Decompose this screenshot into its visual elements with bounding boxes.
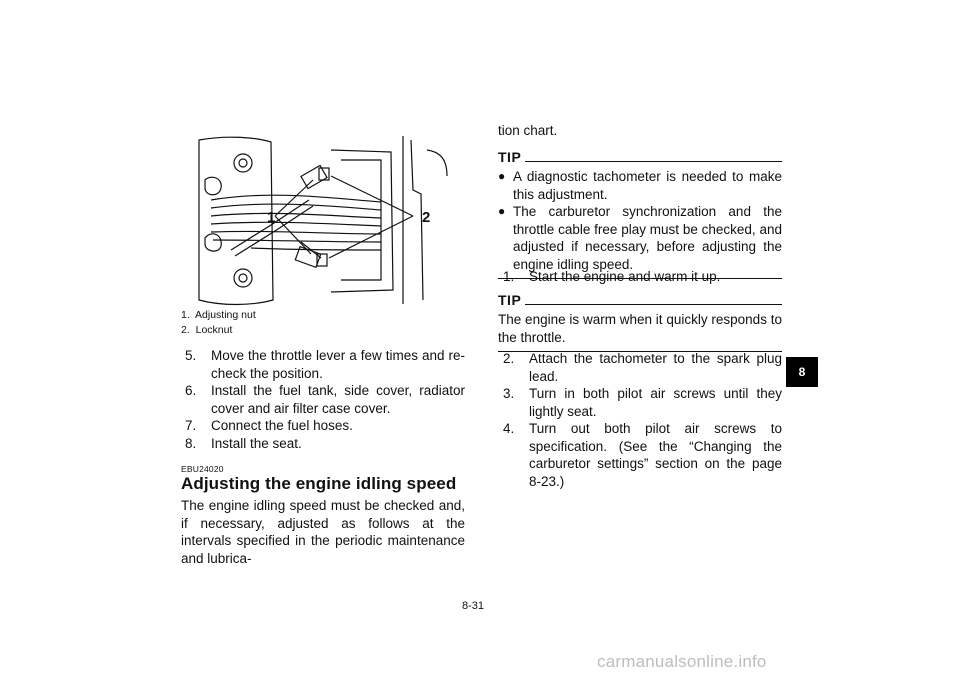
- continued-text: tion chart.: [498, 123, 558, 138]
- caption-1: 1. Adjusting nut: [181, 309, 256, 321]
- section-code: EBU24020: [181, 464, 224, 474]
- step-1: 1. Start the engine and warm it up.: [503, 269, 721, 284]
- tip-box-1: [498, 149, 782, 279]
- tip-1-bullet-2: ● The carburetor synchronization and the throttle cable free play must be checked, and adjusted if necessary, before adjusting the engine idling speed.: [498, 204, 782, 272]
- tip-1-header: [498, 149, 782, 165]
- tip-2-header: [498, 292, 782, 308]
- chapter-tab: 8: [786, 357, 818, 387]
- figure-captions: [181, 308, 451, 338]
- bullet-icon: ●: [498, 169, 506, 183]
- tip-1-bullet-1: ● A diagnostic tachometer is needed to make this adjustment.: [498, 169, 782, 202]
- step-2: 2. Attach the tachometer to the spark plug lead.: [503, 351, 782, 384]
- step-4: 4. Turn out both pilot air screws to specification. (See the “Changing the carburetor settings” section on the page 8-23.): [503, 421, 782, 489]
- caption-2: 2. Locknut: [181, 324, 233, 336]
- step-7: 7. Connect the fuel hoses.: [185, 418, 353, 433]
- left-steps: [185, 347, 465, 452]
- carburetor-illustration: [191, 130, 449, 308]
- section-heading: Adjusting the engine idling speed: [181, 474, 457, 493]
- right-steps: [503, 350, 782, 490]
- page-number: 8-31: [462, 600, 485, 612]
- carburetor-diagram: [191, 130, 449, 308]
- bullet-icon: ●: [498, 204, 506, 218]
- section-intro: The engine idling speed must be checked and, if necessary, adjusted as follows at the intervals specified in the periodic maintenance and lubrica-: [181, 498, 465, 566]
- watermark: carmanualsonline.info: [597, 652, 767, 671]
- tip-2-text: The engine is warm when it quickly responds to the throttle.: [498, 312, 782, 345]
- callout-2: 2: [422, 209, 431, 226]
- step-3: 3. Turn in both pilot air screws until they lightly seat.: [503, 386, 782, 419]
- tip-2-label: TIP: [498, 292, 522, 308]
- tip-1-label: TIP: [498, 149, 522, 165]
- tip-1-rule: [525, 161, 782, 162]
- tip-2-rule: [525, 304, 782, 305]
- callout-1: 1: [267, 209, 276, 226]
- step-5: 5. Move the throttle lever a few times and re-check the position.: [185, 348, 465, 381]
- step-6: 6. Install the fuel tank, side cover, radiator cover and air filter case cover.: [185, 383, 465, 416]
- tip-box-2: [498, 292, 782, 352]
- step-8: 8. Install the seat.: [185, 435, 302, 451]
